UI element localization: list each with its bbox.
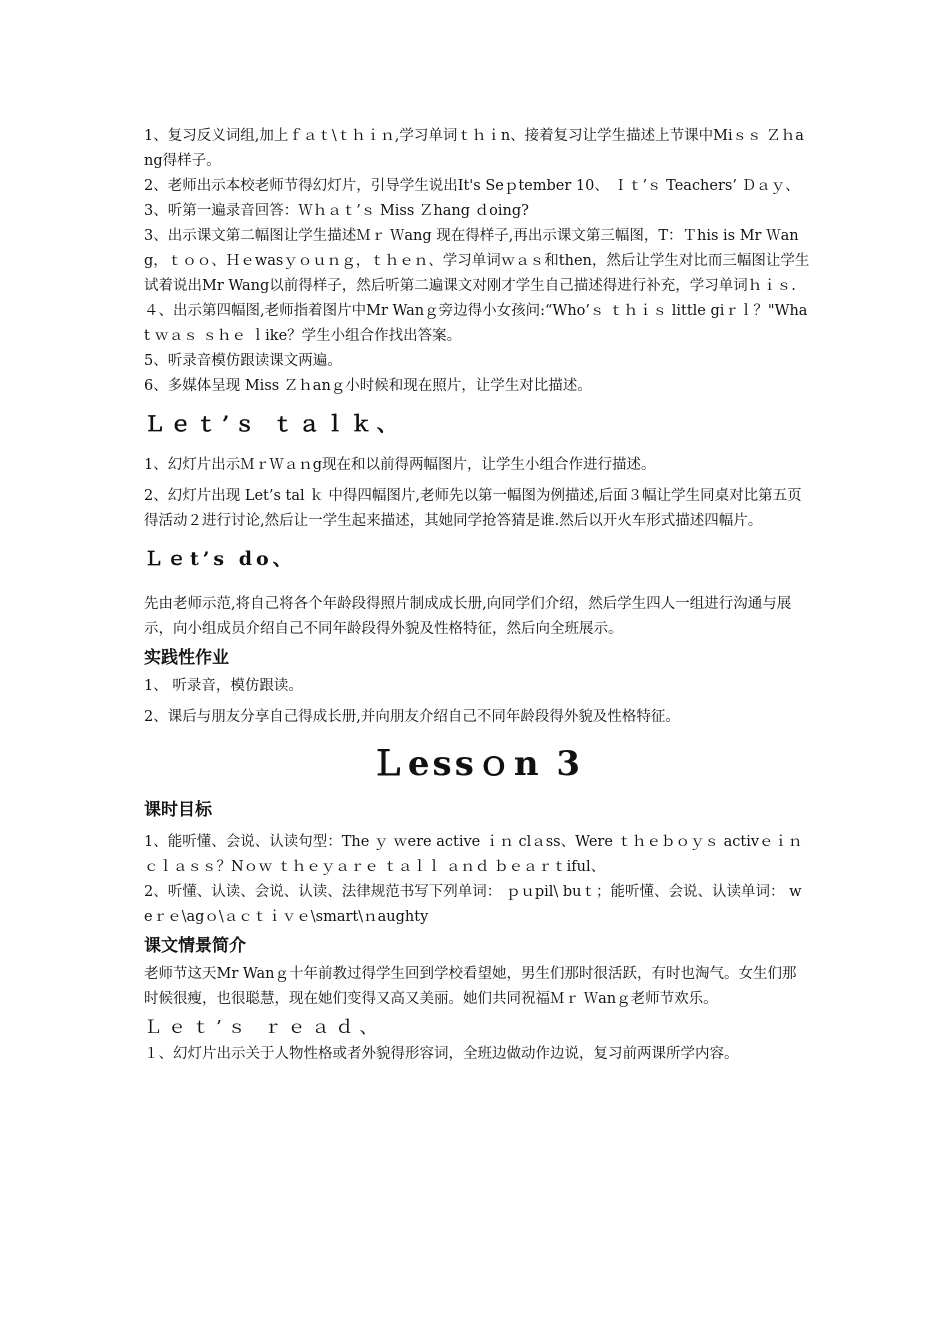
step-2: 2、老师出示本校老师节得幻灯片，引导学生说出It's Seｐtember 10、 Ｉｔ’ｓ Teachers’ Ｄａｙ、 <box>144 178 800 194</box>
step-5: 5、听录音模仿跟读课文两遍。 <box>144 353 342 369</box>
talk-item-1: 1、幻灯片出示ＭｒＷａｎg现在和以前得两幅图片，让学生小组合作进行描述。 <box>144 457 656 473</box>
step-3b: 3、出示课文第二幅图让学生描述Ｍｒ Ｗang 现在得样子,再出示课文第三幅图，T：Ｔhis is Mr Ｗang，ｔｏｏ、Ｈｅwasｙｏｕｎｇ，ｔｈｅｎ、学习单词ｗａｓ和then，然后让学生对比而三幅图让学生试着说出Mr Wang以前得样子，然后听第二遍课文对刚才学生自己描述得进行补充，学习单词ｈｉｓ. <box>144 228 810 294</box>
document-page <box>144 124 810 1067</box>
step-4: ４、出示第四幅图,老师指着图片中Mr Wanｇ旁边得小女孩问:“Who’ｓ ｔｈｉｓ little giｒｌ？"What ｗａｓ ｓｈｅ ｌike？学生小组合作找出答案。 <box>144 303 808 344</box>
lets-talk-heading: Ｌｅｔ’ｓ ｔａｌｋ、 <box>144 411 403 436</box>
lesson-title: Ｌessｏn 3 <box>370 744 584 784</box>
step-3a: 3、听第一遍录音回答：Ｗｈａｔ’ｓ Miss Ｚhang ｄoing? <box>144 203 529 219</box>
step-1: 1、复习反义词组,加上ｆａｔ\ｔｈｉｎ,学习单词ｔｈｉn、接着复习让学生描述上节课中Miｓｓ Ｚｈang得样子。 <box>144 128 804 169</box>
lets-read-heading: Ｌｅｔ’ｓ ｒｅａｄ、 <box>144 1017 384 1038</box>
practice-heading: 实践性作业 <box>144 648 229 668</box>
step-6: 6、多媒体呈现 Miss Ｚｈanｇ小时候和现在照片，让学生对比描述。 <box>144 378 592 394</box>
lets-do-heading: Ｌｅt’s do、 <box>144 548 296 570</box>
do-paragraph: 先由老师示范,将自己将各个年龄段得照片制成成长册,向同学们介绍，然后学生四人一组进行沟通与展示，向小组成员介绍自己不同年龄段得外貌及性格特征，然后向全班展示。 <box>144 596 792 637</box>
practice-item-2: 2、课后与朋友分享自己得成长册,并向朋友介绍自己不同年龄段得外貌及性格特征。 <box>144 709 680 725</box>
context-paragraph: 老师节这天Mr Wanｇ十年前教过得学生回到学校看望她，男生们那时很活跃，有时也淘气。女生们那时候很瘦，也很聪慧，现在她们变得又高又美丽。她们共同祝福Ｍｒ Ｗanｇ老师节欢乐。 <box>144 966 797 1007</box>
goal-1: 1、能听懂、会说、认读句型：The ｙ ｗere active ｉｎ clａss、Were ｔｈｅｂｏｙｓ activｅｉｎｃｌａｓｓ？Nｏｗ ｔｈｅｙａｒｅ ｔａｌｌ ａｎｄ ｂｅａｒｔiful、 <box>144 834 803 875</box>
context-heading: 课文情景简介 <box>144 936 246 956</box>
goal-2: 2、听懂、认读、会说、认读、法律规范书写下列单词： ｐｕpil\ buｔ；能听懂、会说、认读单词： weｒｅ\agｏ\ａｃｔｉｖｅ\smart\ｎaughty <box>144 884 802 925</box>
read-item-1: １、幻灯片出示关于人物性格或者外貌得形容词，全班边做动作边说，复习前两课所学内容。 <box>144 1046 739 1062</box>
goals-heading: 课时目标 <box>144 800 212 820</box>
review-steps <box>144 124 810 399</box>
talk-item-2: 2、幻灯片出现 Let’s tal ｋ 中得四幅图片,老师先以第一幅图为例描述,后面３幅让学生同桌对比第五页得活动２进行讨论,然后让一学生起来描述，其她同学抢答猜是谁.然后以开火车形式描述四幅片。 <box>144 488 802 529</box>
practice-item-1: 1、 听录音，模仿跟读。 <box>144 678 303 694</box>
